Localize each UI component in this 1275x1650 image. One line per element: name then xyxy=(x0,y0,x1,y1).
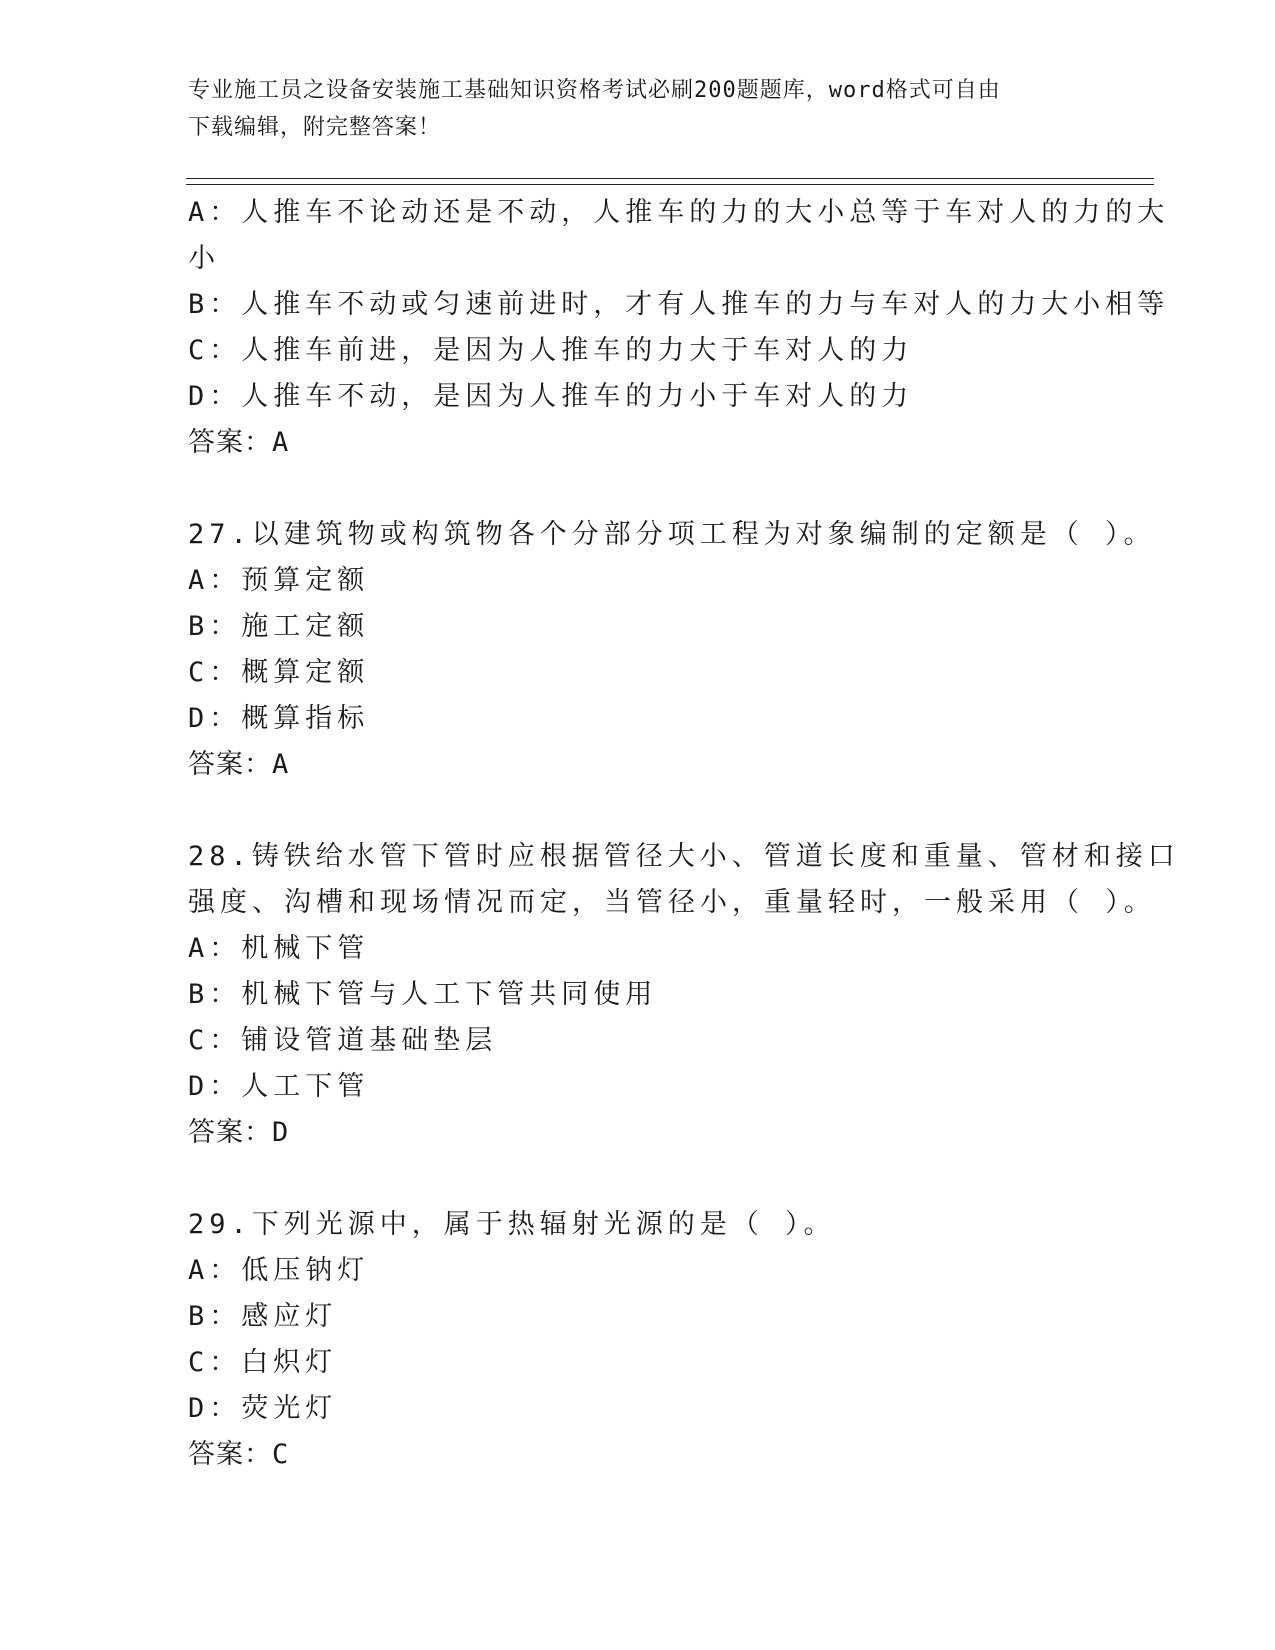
answer-line: 答案：C xyxy=(188,1439,290,1470)
option-c: C：概算定额 xyxy=(188,657,370,688)
option-d: D：人推车不动，是因为人推车的力小于车对人的力 xyxy=(188,381,914,412)
question-block-26 xyxy=(188,190,1170,466)
header-rule-top xyxy=(186,178,1154,179)
option-d: D：人工下管 xyxy=(188,1071,370,1102)
option-a: A：预算定额 xyxy=(188,565,370,596)
question-block-29 xyxy=(188,1202,1088,1478)
option-a-continued: 小 xyxy=(188,243,220,274)
question-block-27 xyxy=(188,512,1156,788)
option-a: A：低压钠灯 xyxy=(188,1255,370,1286)
option-c: C：白炽灯 xyxy=(188,1347,338,1378)
document-header xyxy=(188,72,1088,146)
header-line-1: 专业施工员之设备安装施工基础知识资格考试必刷200题题库，word格式可自由 xyxy=(188,78,1001,103)
option-d: D：概算指标 xyxy=(188,703,370,734)
option-b: B：人推车不动或匀速前进时，才有人推车的力与车对人的力大小相等 xyxy=(188,289,1170,320)
option-b: B：感应灯 xyxy=(188,1301,338,1332)
answer-line: 答案：D xyxy=(188,1117,290,1148)
option-c: C：人推车前进，是因为人推车的力大于车对人的力 xyxy=(188,335,914,366)
question-stem: 29.下列光源中，属于热辐射光源的是（ ）。 xyxy=(188,1209,836,1240)
question-stem: 28.铸铁给水管下管时应根据管径大小、管道长度和重量、管材和接口 xyxy=(188,841,1180,872)
option-c: C：铺设管道基础垫层 xyxy=(188,1025,498,1056)
header-line-2: 下载编辑，附完整答案！ xyxy=(188,115,442,140)
option-b: B：施工定额 xyxy=(188,611,370,642)
question-block-28 xyxy=(188,834,1180,1156)
answer-line: 答案：A xyxy=(188,427,290,458)
option-b: B：机械下管与人工下管共同使用 xyxy=(188,979,658,1010)
answer-line: 答案：A xyxy=(188,749,290,780)
header-rule-bottom xyxy=(186,184,1154,185)
question-stem: 27.以建筑物或构筑物各个分部分项工程为对象编制的定额是（ ）。 xyxy=(188,519,1156,550)
question-list xyxy=(188,190,1180,1478)
option-a: A：人推车不论动还是不动，人推车的力的大小总等于车对人的力的大 xyxy=(188,197,1170,228)
question-stem-continued: 强度、沟槽和现场情况而定，当管径小，重量轻时，一般采用（ ）。 xyxy=(188,887,1156,918)
option-a: A：机械下管 xyxy=(188,933,370,964)
option-d: D：荧光灯 xyxy=(188,1393,338,1424)
